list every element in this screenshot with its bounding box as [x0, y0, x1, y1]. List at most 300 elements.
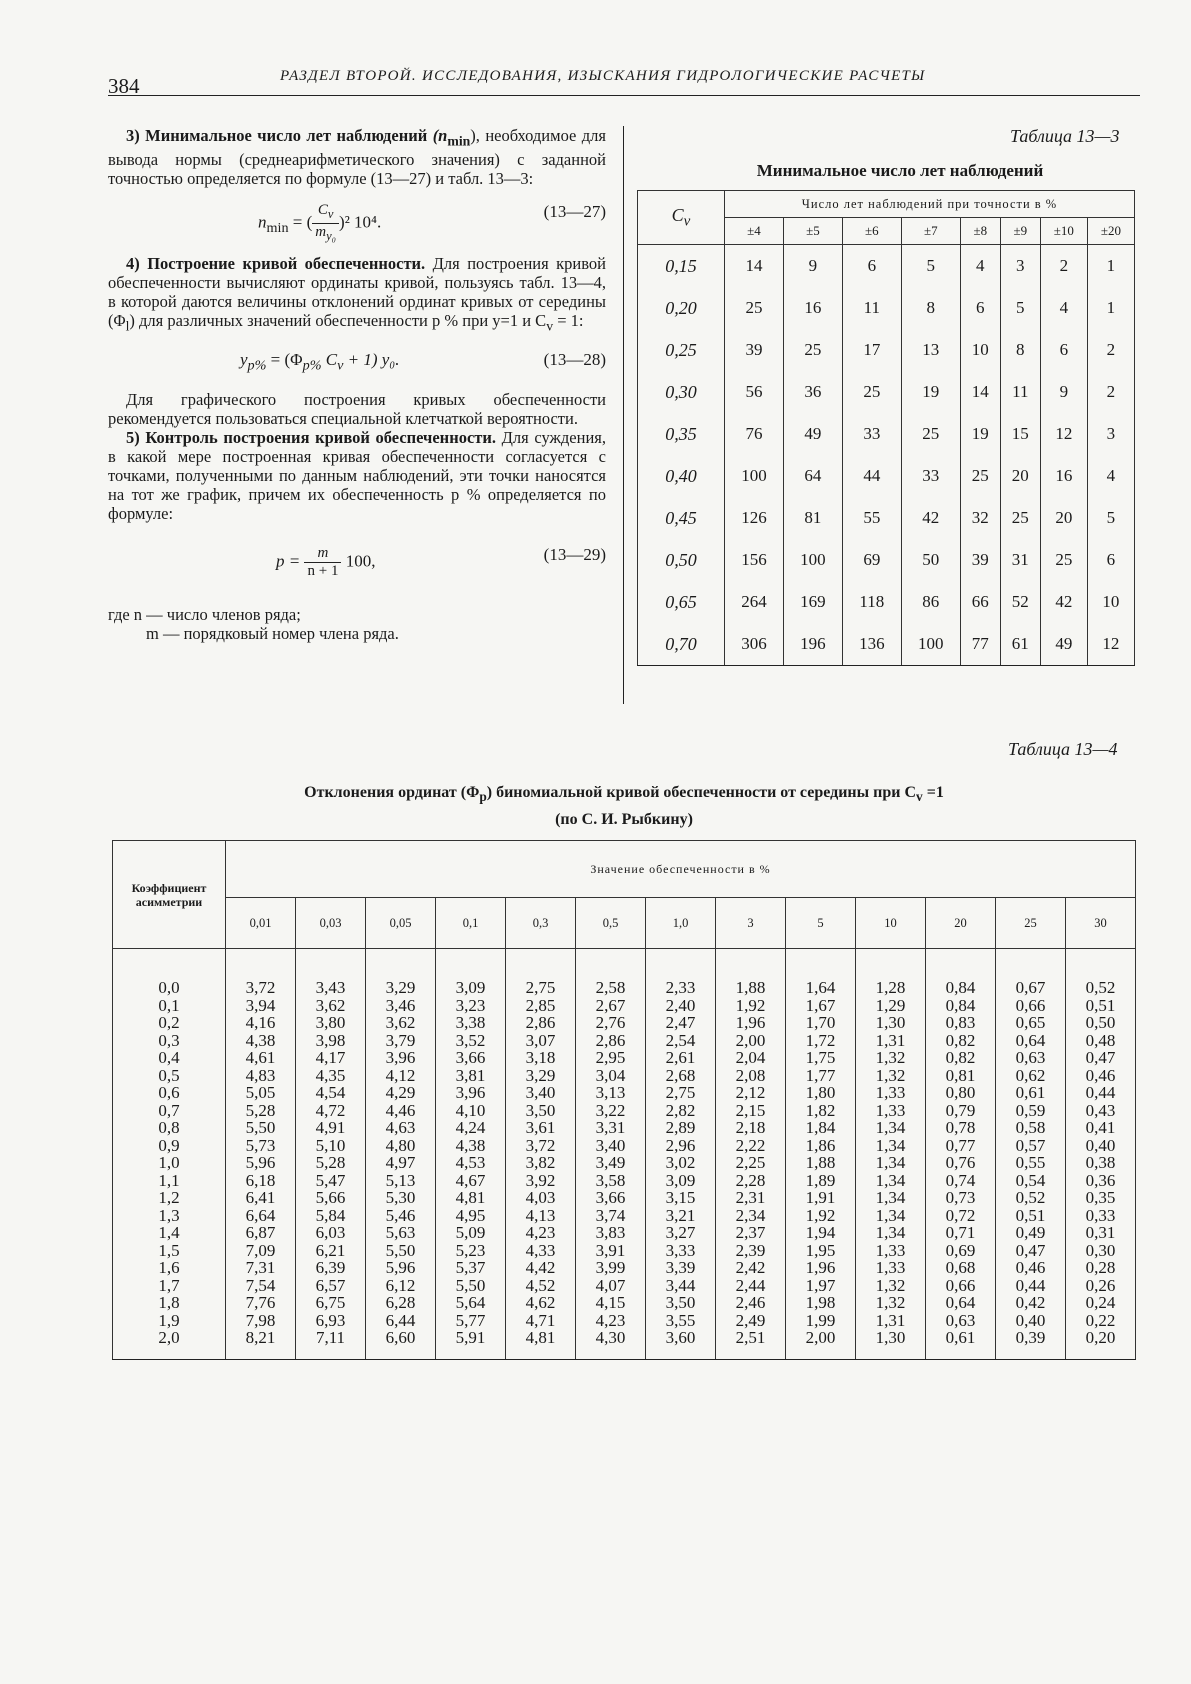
- years-value: 64: [783, 455, 842, 497]
- deviation-value: 5,46: [385, 1205, 416, 1225]
- deviation-value: 0,50: [1085, 1013, 1116, 1032]
- years-value: 8: [1000, 329, 1040, 371]
- formula-number: (13—28): [543, 349, 606, 369]
- deviation-value: 0,40: [1085, 1135, 1116, 1155]
- deviation-value: 0,57: [1015, 1135, 1046, 1155]
- deviation-value: 2,47: [665, 1013, 696, 1032]
- table-row: [638, 371, 1135, 413]
- deviation-value: 1,97: [805, 1275, 836, 1295]
- years-value: 15: [1000, 413, 1040, 455]
- column-divider: [623, 126, 624, 704]
- deviation-value: 3,66: [595, 1188, 626, 1207]
- deviation-value: 0,83: [945, 1013, 976, 1032]
- asymmetry-value: 0,1: [158, 995, 180, 1015]
- deviation-value: 0,64: [1015, 1030, 1046, 1050]
- asymmetry-value: 1,1: [158, 1170, 180, 1190]
- deviation-value: 2,51: [735, 1328, 766, 1347]
- deviation-value: 2,68: [665, 1065, 696, 1085]
- probability-header: 0,1: [436, 898, 506, 949]
- deviation-value: 5,50: [245, 1118, 276, 1137]
- deviation-value: 5,13: [385, 1170, 416, 1190]
- deviation-value: 4,17: [315, 1048, 346, 1067]
- years-value: 49: [783, 413, 842, 455]
- deviation-value: 1,99: [805, 1310, 836, 1330]
- years-value: 1: [1087, 245, 1134, 288]
- table-row: [638, 539, 1135, 581]
- deviation-value: 3,96: [385, 1048, 416, 1067]
- cv-value: 0,65: [638, 581, 725, 623]
- deviation-column: [926, 949, 996, 1360]
- deviation-value: 3,61: [525, 1118, 556, 1137]
- cv-value: 0,35: [638, 413, 725, 455]
- deviation-value: 2,15: [735, 1100, 766, 1120]
- deviation-value: 3,83: [595, 1223, 626, 1242]
- deviation-value: 0,47: [1085, 1048, 1116, 1067]
- years-value: 69: [842, 539, 901, 581]
- deviation-value: 4,29: [385, 1083, 416, 1102]
- deviation-value: 0,82: [945, 1048, 976, 1067]
- deviation-values: [1066, 979, 1135, 1347]
- deviation-value: 3,29: [385, 978, 416, 997]
- deviation-value: 0,41: [1085, 1118, 1116, 1137]
- deviation-value: 0,38: [1085, 1153, 1116, 1172]
- deviation-value: 2,58: [595, 978, 626, 997]
- deviation-value: 3,98: [315, 1030, 346, 1050]
- deviation-value: 1,86: [805, 1135, 836, 1155]
- deviation-value: 3,13: [595, 1083, 626, 1102]
- table-row: [638, 497, 1135, 539]
- deviation-column: [786, 949, 856, 1360]
- deviation-value: 1,88: [735, 978, 766, 997]
- years-value: 6: [960, 287, 1000, 329]
- asymmetry-value: 1,9: [158, 1310, 180, 1330]
- deviation-value: 3,40: [595, 1135, 626, 1155]
- years-value: 11: [842, 287, 901, 329]
- years-value: 25: [725, 287, 784, 329]
- deviation-value: 5,66: [315, 1188, 346, 1207]
- years-value: 306: [725, 623, 784, 666]
- years-value: 42: [1040, 581, 1087, 623]
- deviation-values: [996, 979, 1065, 1347]
- deviation-column: [856, 949, 926, 1360]
- deviation-value: 3,79: [385, 1030, 416, 1050]
- paragraph-heading: 4) Построение кривой обеспеченности.: [126, 254, 426, 274]
- deviation-value: 3,39: [665, 1258, 696, 1277]
- left-text-column: [108, 126, 606, 643]
- probability-header: 10: [856, 898, 926, 949]
- years-value: 25: [783, 329, 842, 371]
- deviation-value: 1,33: [875, 1100, 906, 1120]
- years-value: 5: [901, 245, 960, 288]
- deviation-value: 2,33: [665, 978, 696, 997]
- paragraph-graph: Для графического построения кривых обеспеченности рекомендуется пользоваться специальной клетчаткой вероятности.: [108, 389, 606, 428]
- deviation-value: 4,61: [245, 1048, 276, 1067]
- deviation-value: 4,46: [385, 1100, 416, 1120]
- table-13-4-label: Таблица 13—4: [1008, 739, 1118, 759]
- deviation-value: 4,63: [385, 1118, 416, 1137]
- cv-value: 0,70: [638, 623, 725, 666]
- deviation-column: [996, 949, 1066, 1360]
- deviation-value: 0,49: [1015, 1223, 1046, 1242]
- deviation-value: 0,81: [945, 1065, 976, 1085]
- deviation-value: 0,72: [945, 1205, 976, 1225]
- deviation-value: 0,68: [945, 1258, 976, 1277]
- deviation-value: 0,78: [945, 1118, 976, 1137]
- years-value: 1: [1087, 287, 1134, 329]
- precision-header: ±4: [725, 218, 784, 245]
- deviation-column: [646, 949, 716, 1360]
- deviation-value: 2,76: [595, 1013, 626, 1032]
- deviation-value: 1,96: [805, 1258, 836, 1277]
- deviation-value: 4,33: [525, 1240, 556, 1260]
- deviation-value: 0,63: [1015, 1048, 1046, 1067]
- deviation-value: 1,28: [875, 978, 906, 997]
- years-value: 4: [1087, 455, 1134, 497]
- deviation-value: 2,85: [525, 995, 556, 1015]
- formula-13-29: p = $\frac{m}{n + 1}$ 100, (13—29): [276, 544, 606, 579]
- years-value: 39: [960, 539, 1000, 581]
- paragraph-curve-construction: 4) Построение кривой обеспеченности. Для построения кривой обеспеченности вычисляют ординаты кривой, пользуясь табл. 13—4, в которой даются величины отклонений ординат кривых от середины $(\Phi_l)$ для различных значений обеспеченности p % при y=1 и $C_v = 1$:: [108, 254, 607, 334]
- probability-header: 0,03: [296, 898, 366, 949]
- deviation-value: 0,42: [1015, 1293, 1046, 1312]
- years-value: 6: [842, 245, 901, 288]
- deviation-value: 3,18: [525, 1048, 556, 1067]
- deviation-value: 2,89: [665, 1118, 696, 1137]
- deviation-value: 0,44: [1085, 1083, 1116, 1102]
- deviation-value: 0,36: [1085, 1170, 1116, 1190]
- deviation-value: 3,15: [665, 1188, 696, 1207]
- deviation-value: 0,80: [945, 1083, 976, 1102]
- probability-header: 3: [716, 898, 786, 949]
- years-value: 25: [901, 413, 960, 455]
- deviation-value: 0,28: [1085, 1258, 1116, 1277]
- deviation-value: 0,84: [945, 995, 976, 1015]
- deviation-value: 0,46: [1015, 1258, 1046, 1277]
- years-value: 20: [1040, 497, 1087, 539]
- deviation-value: 5,64: [455, 1293, 486, 1312]
- years-value: 264: [725, 581, 784, 623]
- years-value: 25: [960, 455, 1000, 497]
- years-value: 100: [725, 455, 784, 497]
- years-value: 10: [960, 329, 1000, 371]
- deviation-value: 0,69: [945, 1240, 976, 1260]
- deviation-value: 5,50: [455, 1275, 486, 1295]
- deviation-value: 4,83: [245, 1065, 276, 1085]
- deviation-value: 1,34: [875, 1135, 906, 1155]
- years-value: 33: [842, 413, 901, 455]
- deviation-value: 5,05: [245, 1083, 276, 1102]
- cv-value: 0,40: [638, 455, 725, 497]
- deviation-value: 1,75: [805, 1048, 836, 1067]
- years-value: 4: [1040, 287, 1087, 329]
- deviation-value: 1,34: [875, 1118, 906, 1137]
- years-value: 36: [783, 371, 842, 413]
- deviation-values: [926, 979, 995, 1347]
- deviation-value: 7,76: [245, 1293, 276, 1312]
- deviation-value: 0,35: [1085, 1188, 1116, 1207]
- years-value: 9: [783, 245, 842, 288]
- deviation-value: 3,92: [525, 1170, 556, 1190]
- deviation-value: 0,55: [1015, 1153, 1046, 1172]
- deviation-value: 0,65: [1015, 1013, 1046, 1032]
- deviation-value: 4,67: [455, 1170, 486, 1190]
- deviation-value: 1,33: [875, 1240, 906, 1260]
- years-value: 49: [1040, 623, 1087, 666]
- deviation-value: 4,95: [455, 1205, 486, 1225]
- years-value: 196: [783, 623, 842, 666]
- deviation-value: 3,58: [595, 1170, 626, 1190]
- deviation-value: 6,75: [315, 1293, 346, 1312]
- precision-header: ±9: [1000, 218, 1040, 245]
- deviation-value: 8,21: [245, 1328, 276, 1347]
- fraction: $\frac{m}{n + 1}$: [304, 545, 341, 580]
- years-value: 2: [1087, 371, 1134, 413]
- deviation-value: 3,52: [455, 1030, 486, 1050]
- probability-header: 5: [786, 898, 856, 949]
- deviation-value: 4,80: [385, 1135, 416, 1155]
- probability-header: 1,0: [646, 898, 716, 949]
- deviation-value: 5,84: [315, 1205, 346, 1225]
- table-13-3: [637, 190, 1135, 666]
- deviation-value: 3,44: [665, 1275, 696, 1295]
- table-13-4-title: Отклонения ординат $(\Phi_p)$ биномиальной кривой обеспеченности от середины при $C_v =1$ (по С. И. Рыбкину): [304, 784, 944, 829]
- deviation-value: 4,23: [525, 1223, 556, 1242]
- deviation-value: 2,44: [735, 1275, 766, 1295]
- deviation-value: 3,96: [455, 1083, 486, 1102]
- deviation-value: 6,44: [385, 1310, 416, 1330]
- deviation-value: 5,73: [245, 1135, 276, 1155]
- deviation-value: 3,82: [525, 1153, 556, 1172]
- deviation-value: 3,60: [665, 1328, 696, 1347]
- asymmetry-value: 0,4: [158, 1048, 180, 1067]
- deviation-value: 2,96: [665, 1135, 696, 1155]
- years-value: 6: [1087, 539, 1134, 581]
- deviation-value: 3,55: [665, 1310, 696, 1330]
- deviation-value: 5,28: [315, 1153, 346, 1172]
- deviation-value: 1,98: [805, 1293, 836, 1312]
- deviation-value: 6,03: [315, 1223, 346, 1242]
- years-value: 19: [960, 413, 1000, 455]
- deviation-value: 0,66: [945, 1275, 976, 1295]
- deviation-value: 3,43: [315, 978, 346, 997]
- years-value: 10: [1087, 581, 1134, 623]
- years-value: 66: [960, 581, 1000, 623]
- deviation-value: 3,40: [525, 1083, 556, 1102]
- years-value: 12: [1040, 413, 1087, 455]
- asymmetry-value: 0,0: [158, 978, 180, 997]
- deviation-values: [296, 979, 365, 1347]
- years-value: 56: [725, 371, 784, 413]
- deviation-value: 3,02: [665, 1153, 696, 1172]
- deviation-value: 2,46: [735, 1293, 766, 1312]
- deviation-value: 2,54: [665, 1030, 696, 1050]
- deviation-value: 5,47: [315, 1170, 346, 1190]
- deviation-value: 1,31: [875, 1310, 906, 1330]
- formula-number: (13—27): [543, 202, 606, 222]
- deviation-value: 3,50: [525, 1100, 556, 1120]
- deviation-value: 0,31: [1085, 1223, 1116, 1242]
- probability-header: 30: [1066, 898, 1136, 949]
- cv-value: 0,20: [638, 287, 725, 329]
- deviation-value: 1,30: [875, 1013, 906, 1032]
- deviation-value: 3,62: [385, 1013, 416, 1032]
- deviation-value: 0,66: [1015, 995, 1046, 1015]
- cv-value: 0,45: [638, 497, 725, 539]
- deviation-value: 4,81: [455, 1188, 486, 1207]
- deviation-value: 4,53: [455, 1153, 486, 1172]
- deviation-value: 2,34: [735, 1205, 766, 1225]
- years-value: 6: [1040, 329, 1087, 371]
- variable-definitions: где n — число членов ряда; m — порядковый номер члена ряда.: [108, 604, 399, 643]
- deviation-value: 5,77: [455, 1310, 486, 1330]
- deviation-value: 0,84: [945, 978, 976, 997]
- table-13-4: [112, 840, 1136, 1360]
- deviation-value: 6,64: [245, 1205, 276, 1225]
- deviation-value: 3,99: [595, 1258, 626, 1277]
- deviation-value: 0,48: [1085, 1030, 1116, 1050]
- deviation-value: 0,44: [1015, 1275, 1046, 1295]
- deviation-column: [296, 949, 366, 1360]
- deviation-value: 1,89: [805, 1170, 836, 1190]
- deviation-value: 2,25: [735, 1153, 766, 1172]
- deviation-value: 2,61: [665, 1048, 696, 1067]
- deviation-value: 3,29: [525, 1065, 556, 1085]
- asymmetry-value: 1,6: [158, 1258, 180, 1277]
- deviation-value: 3,94: [245, 995, 276, 1015]
- deviation-value: 2,75: [525, 978, 556, 997]
- deviation-value: 1,31: [875, 1030, 906, 1050]
- deviation-value: 3,38: [455, 1013, 486, 1032]
- deviation-value: 3,72: [525, 1135, 556, 1155]
- cv-value: 0,50: [638, 539, 725, 581]
- precision-header: ±6: [842, 218, 901, 245]
- years-value: 126: [725, 497, 784, 539]
- asymmetry-value: 0,6: [158, 1083, 180, 1102]
- asymmetry-value: 1,3: [158, 1205, 180, 1225]
- deviation-values: [226, 979, 295, 1347]
- deviation-value: 0,67: [1015, 978, 1046, 997]
- table-row: [638, 287, 1135, 329]
- deviation-value: 1,70: [805, 1013, 836, 1032]
- deviation-value: 4,30: [595, 1328, 626, 1347]
- deviation-column: [366, 949, 436, 1360]
- deviation-value: 0,52: [1015, 1188, 1046, 1207]
- asymmetry-value: 0,7: [158, 1100, 180, 1120]
- years-value: 44: [842, 455, 901, 497]
- deviation-values: [716, 979, 785, 1347]
- deviation-value: 6,21: [315, 1240, 346, 1260]
- deviation-value: 1,82: [805, 1100, 836, 1120]
- probability-header: 20: [926, 898, 996, 949]
- deviation-value: 7,11: [315, 1328, 346, 1347]
- deviation-value: 4,38: [245, 1030, 276, 1050]
- deviation-column: [506, 949, 576, 1360]
- deviation-values: [506, 979, 575, 1347]
- asymmetry-value: 0,5: [158, 1065, 180, 1085]
- years-value: 13: [901, 329, 960, 371]
- deviation-value: 4,15: [595, 1293, 626, 1312]
- probability-header: 0,5: [576, 898, 646, 949]
- deviation-value: 0,64: [945, 1293, 976, 1312]
- deviation-value: 7,31: [245, 1258, 276, 1277]
- deviation-value: 1,88: [805, 1153, 836, 1172]
- deviation-value: 4,03: [525, 1188, 556, 1207]
- deviation-value: 3,74: [595, 1205, 626, 1225]
- deviation-value: 3,49: [595, 1153, 626, 1172]
- deviation-value: 5,91: [455, 1328, 486, 1347]
- formula-number: (13—29): [543, 544, 606, 564]
- deviation-value: 2,67: [595, 995, 626, 1015]
- deviation-value: 2,31: [735, 1188, 766, 1207]
- deviation-value: 0,59: [1015, 1100, 1046, 1120]
- probability-header: 0,3: [506, 898, 576, 949]
- deviation-value: 5,30: [385, 1188, 416, 1207]
- cv-value: 0,15: [638, 245, 725, 288]
- deviation-value: 5,50: [385, 1240, 416, 1260]
- asymmetry-value: 0,3: [158, 1030, 180, 1050]
- probability-header: 25: [996, 898, 1066, 949]
- years-value: 136: [842, 623, 901, 666]
- paragraph-min-years: 3) Минимальное число лет наблюдений $(n_{min})$, необходимое для вывода нормы (среднеарифметического значения) с заданной точностью определяется по формуле (13—27) и табл. 13—3:: [108, 126, 607, 189]
- deviation-value: 1,92: [805, 1205, 836, 1225]
- deviation-value: 1,32: [875, 1293, 906, 1312]
- deviation-value: 6,60: [385, 1328, 416, 1347]
- deviation-value: 2,00: [735, 1030, 766, 1050]
- deviation-value: 0,76: [945, 1153, 976, 1172]
- deviation-value: 4,71: [525, 1310, 556, 1330]
- asymmetry-values: [113, 979, 225, 1347]
- years-value: 32: [960, 497, 1000, 539]
- deviation-value: 0,39: [1015, 1328, 1046, 1347]
- deviation-value: 0,46: [1085, 1065, 1116, 1085]
- table-row: [638, 455, 1135, 497]
- probability-header: 0,05: [366, 898, 436, 949]
- deviation-value: 2,39: [735, 1240, 766, 1260]
- deviation-value: 0,62: [1015, 1065, 1046, 1085]
- deviation-value: 7,09: [245, 1240, 276, 1260]
- asymmetry-value: 1,8: [158, 1293, 180, 1312]
- years-value: 5: [1087, 497, 1134, 539]
- deviation-value: 6,39: [315, 1258, 346, 1277]
- deviation-value: 1,84: [805, 1118, 836, 1137]
- years-value: 25: [1040, 539, 1087, 581]
- asymmetry-value: 2,0: [158, 1328, 180, 1347]
- deviation-values: [646, 979, 715, 1347]
- deviation-value: 6,57: [315, 1275, 346, 1295]
- deviation-value: 6,87: [245, 1223, 276, 1242]
- deviation-value: 0,43: [1085, 1100, 1116, 1120]
- deviation-value: 2,18: [735, 1118, 766, 1137]
- deviation-value: 5,63: [385, 1223, 416, 1242]
- deviation-value: 2,95: [595, 1048, 626, 1067]
- deviation-value: 0,77: [945, 1135, 976, 1155]
- table-13-3-label: Таблица 13—3: [1010, 126, 1120, 146]
- deviation-value: 5,28: [245, 1100, 276, 1120]
- years-value: 55: [842, 497, 901, 539]
- table-row: [638, 413, 1135, 455]
- years-value: 76: [725, 413, 784, 455]
- years-value: 118: [842, 581, 901, 623]
- deviation-value: 6,12: [385, 1275, 416, 1295]
- years-value: 42: [901, 497, 960, 539]
- deviation-value: 5,09: [455, 1223, 486, 1242]
- deviation-value: 4,12: [385, 1065, 416, 1085]
- deviation-value: 6,41: [245, 1188, 276, 1207]
- cv-value: 0,25: [638, 329, 725, 371]
- precision-header: ±10: [1040, 218, 1087, 245]
- deviation-value: 2,86: [525, 1013, 556, 1032]
- table-row: [638, 623, 1135, 666]
